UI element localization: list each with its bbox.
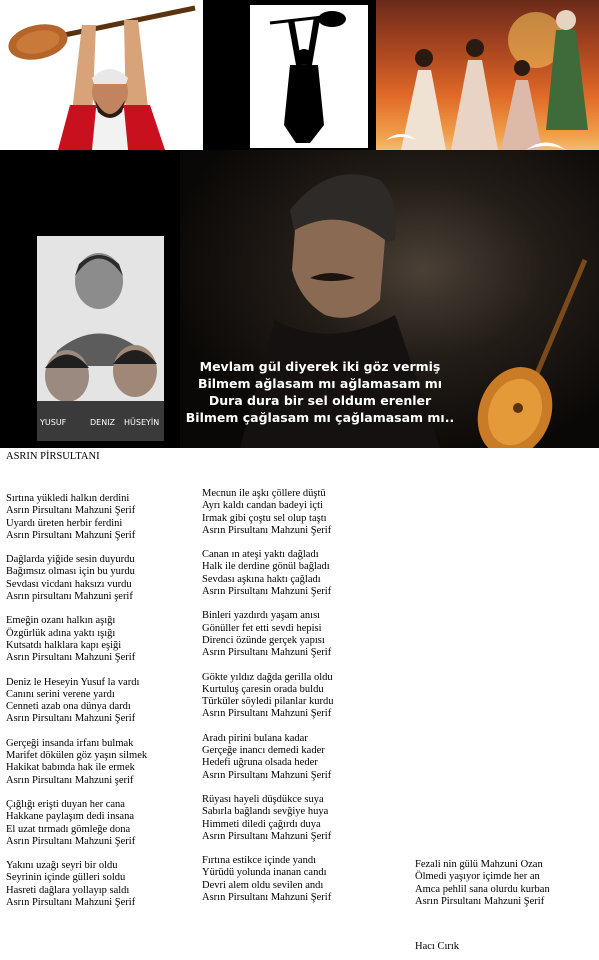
group-photo <box>37 236 164 441</box>
verse-line: Asrın Pirsultanı Mahzuni Şerif <box>202 524 332 536</box>
overlay-line: Mevlam gül diyerek iki göz vermiş <box>199 359 441 374</box>
verse-line: Gökte yıldız dağda gerilla oldu <box>202 671 333 683</box>
overlay-verse <box>170 358 470 426</box>
verse-line: Yürüdü yolunda inanan candı <box>202 867 327 879</box>
overlay-line: Dura dura bir sel oldum erenler <box>208 393 432 408</box>
stanza <box>202 610 334 659</box>
stanza <box>202 855 334 904</box>
poem-column-middle <box>202 488 334 916</box>
stanza <box>202 488 334 537</box>
verse-line: Asrın Pirsultanı Mahzuni Şerif <box>202 830 332 842</box>
verse-line: Asrın Pirsultanı Mahzuni Şerif <box>202 708 332 720</box>
verse-line: Asrın Pirsultanı Mahzuni Şerif <box>202 647 332 659</box>
verse-line: Sevdası aşkına haktı çağladı <box>202 573 321 585</box>
verse-line: Asrın Pirsultanı Mahzuni Şerif <box>6 835 136 847</box>
stanza <box>202 794 334 843</box>
bard-illustration <box>0 0 203 150</box>
verse-line: Mecnun ile aşkı çöllere düştü <box>202 488 326 499</box>
poem-title: ASRIN PİRSULTANI <box>6 451 100 462</box>
verse-line: Canını serini verene yardı <box>6 688 115 700</box>
verse-line: Türküler söyledi pilanlar kurdu <box>202 696 334 708</box>
verse-line: Amca pehlil sana olurdu kurban <box>415 883 550 895</box>
verse-line: Asrın Pirsultanı Mahzuni Şerif <box>6 505 136 517</box>
verse-line: Ayrı kaldı candan badeyi içti <box>202 500 323 512</box>
verse-line: Özgürlük adına yaktı ışığı <box>6 627 116 639</box>
overlay-line: Bilmem ağlasam mı ağlamasam mı <box>197 376 443 391</box>
verse-line: Asrın Pirsultanı Mahzuni Şerif <box>6 713 136 725</box>
verse-line: Sabırla bağlandı sevğiye huya <box>202 806 329 818</box>
verse-line: Deniz le Heseyin Yusuf la vardı <box>6 676 140 688</box>
verse-line: Hakikat babında hak ile ermek <box>6 762 135 774</box>
verse-line: Ölmedi yaşıyor içimde her an <box>415 871 540 883</box>
stanza <box>6 860 147 909</box>
author-signature: Hacı Cırık <box>415 941 460 952</box>
verse-line: Sevdası vicdanı haksızı vurdu <box>6 578 132 590</box>
verse-line: Hakkane paylaşım dedi insana <box>6 811 134 823</box>
verse-line: Irmak gibi çoştu sel olup taştı <box>202 512 327 524</box>
verse-line: Direnci özünde gerçek yapısı <box>202 634 325 646</box>
verse-line: Emeğin ozanı halkın aşığı <box>6 615 116 627</box>
verse-line: Gerçeğe inancı demedi kader <box>202 745 325 757</box>
verse-line: Gerçeği insanda irfanı bulmak <box>6 737 134 749</box>
semah-painting <box>376 0 599 160</box>
stanza <box>6 554 147 603</box>
stanza <box>6 493 147 542</box>
stanza <box>6 677 147 726</box>
silhouette-saz-player <box>250 5 368 148</box>
stanza <box>6 799 147 848</box>
poem-column-left <box>6 493 147 921</box>
verse-line: Cenneti azab ona dünya dardı <box>6 701 131 713</box>
verse-line: Asrın Pirsultanı Mahzuni Şerif <box>6 897 136 909</box>
verse-line: Asrın Pirsultanı Mahzuni Şerif <box>202 892 332 904</box>
verse-line: Çığlığı erişti duyan her cana <box>6 798 125 810</box>
verse-line: El uzat tırmadı gömleğe dona <box>6 823 131 835</box>
verse-line: Yakını uzağı seyri bir oldu <box>6 860 118 872</box>
label-deniz: DENIZ <box>90 418 116 427</box>
verse-line: Canan ın ateşi yaktı dağladı <box>202 549 319 561</box>
verse-line: Halk ile derdine gönül bağladı <box>202 561 330 573</box>
verse-line: Fırtına estikce içinde yandı <box>202 855 317 867</box>
verse-line: Seyrinin içinde gülleri soldu <box>6 872 126 884</box>
verse-line: Fezali nin gülü Mahzuni Ozan <box>415 859 543 870</box>
verse-line: Binleri yazdırdı yaşam anısı <box>202 610 321 622</box>
stanza <box>415 859 550 908</box>
verse-line: Bağımsız olması için bu yurdu <box>6 566 135 578</box>
verse-line: Asrın Pirsultanı Mahzuni Şerif <box>415 895 545 907</box>
verse-line: Asrın Pirsultanı Mahzuni Şerif <box>6 529 136 541</box>
overlay-line: Bilmem çağlasam mı çağlamasam mı.. <box>185 410 455 425</box>
label-yusuf: YUSUF <box>40 418 67 427</box>
verse-line: Hasreti dağlara yollayıp saldı <box>6 884 130 896</box>
verse-line: Asrın pirsultanı Mahzuni şerif <box>6 591 133 603</box>
stanza <box>202 549 334 598</box>
header-collage <box>0 0 599 448</box>
stanza <box>6 738 147 787</box>
verse-line: Asrın Pirsultanı Mahzuni Şerif <box>202 769 332 781</box>
verse-line: Dağlarda yiğide sesin duyurdu <box>6 554 135 566</box>
verse-line: Himmeti diledi çağırdı duya <box>202 818 321 830</box>
stanza <box>202 733 334 782</box>
verse-line: Kurtuluş çaresin orada buldu <box>202 683 324 695</box>
stanza <box>202 672 334 721</box>
verse-line: Aradı pirini bulana kadar <box>202 732 308 744</box>
verse-line: Asrın Pirsultanı Mahzuni Şerif <box>202 586 332 598</box>
verse-line: Rüyası hayeli düşdükce suya <box>202 793 324 805</box>
verse-line: Sırtına yükledi halkın derdini <box>6 493 130 504</box>
verse-line: Gönüller fet etti sevdi hepisi <box>202 622 322 634</box>
verse-line: Asrın Pirsultanı Mahzuni şerif <box>6 774 134 786</box>
label-huseyin: HÜSEYİN <box>124 418 160 427</box>
verse-line: Asrın Pirsultanı Mahzuni Şerif <box>6 652 136 664</box>
verse-line: Devri alem oldu sevilen andı <box>202 879 324 891</box>
poem-column-right <box>415 859 550 920</box>
verse-line: Kutsatdı halklara kapı eşiği <box>6 639 122 651</box>
stanza <box>6 615 147 664</box>
verse-line: Uyardı üreten herbir ferdini <box>6 517 123 529</box>
verse-line: Marifet dökülen göz yaşın silmek <box>6 750 148 762</box>
verse-line: Hedefi uğruna olsada heder <box>202 757 318 769</box>
